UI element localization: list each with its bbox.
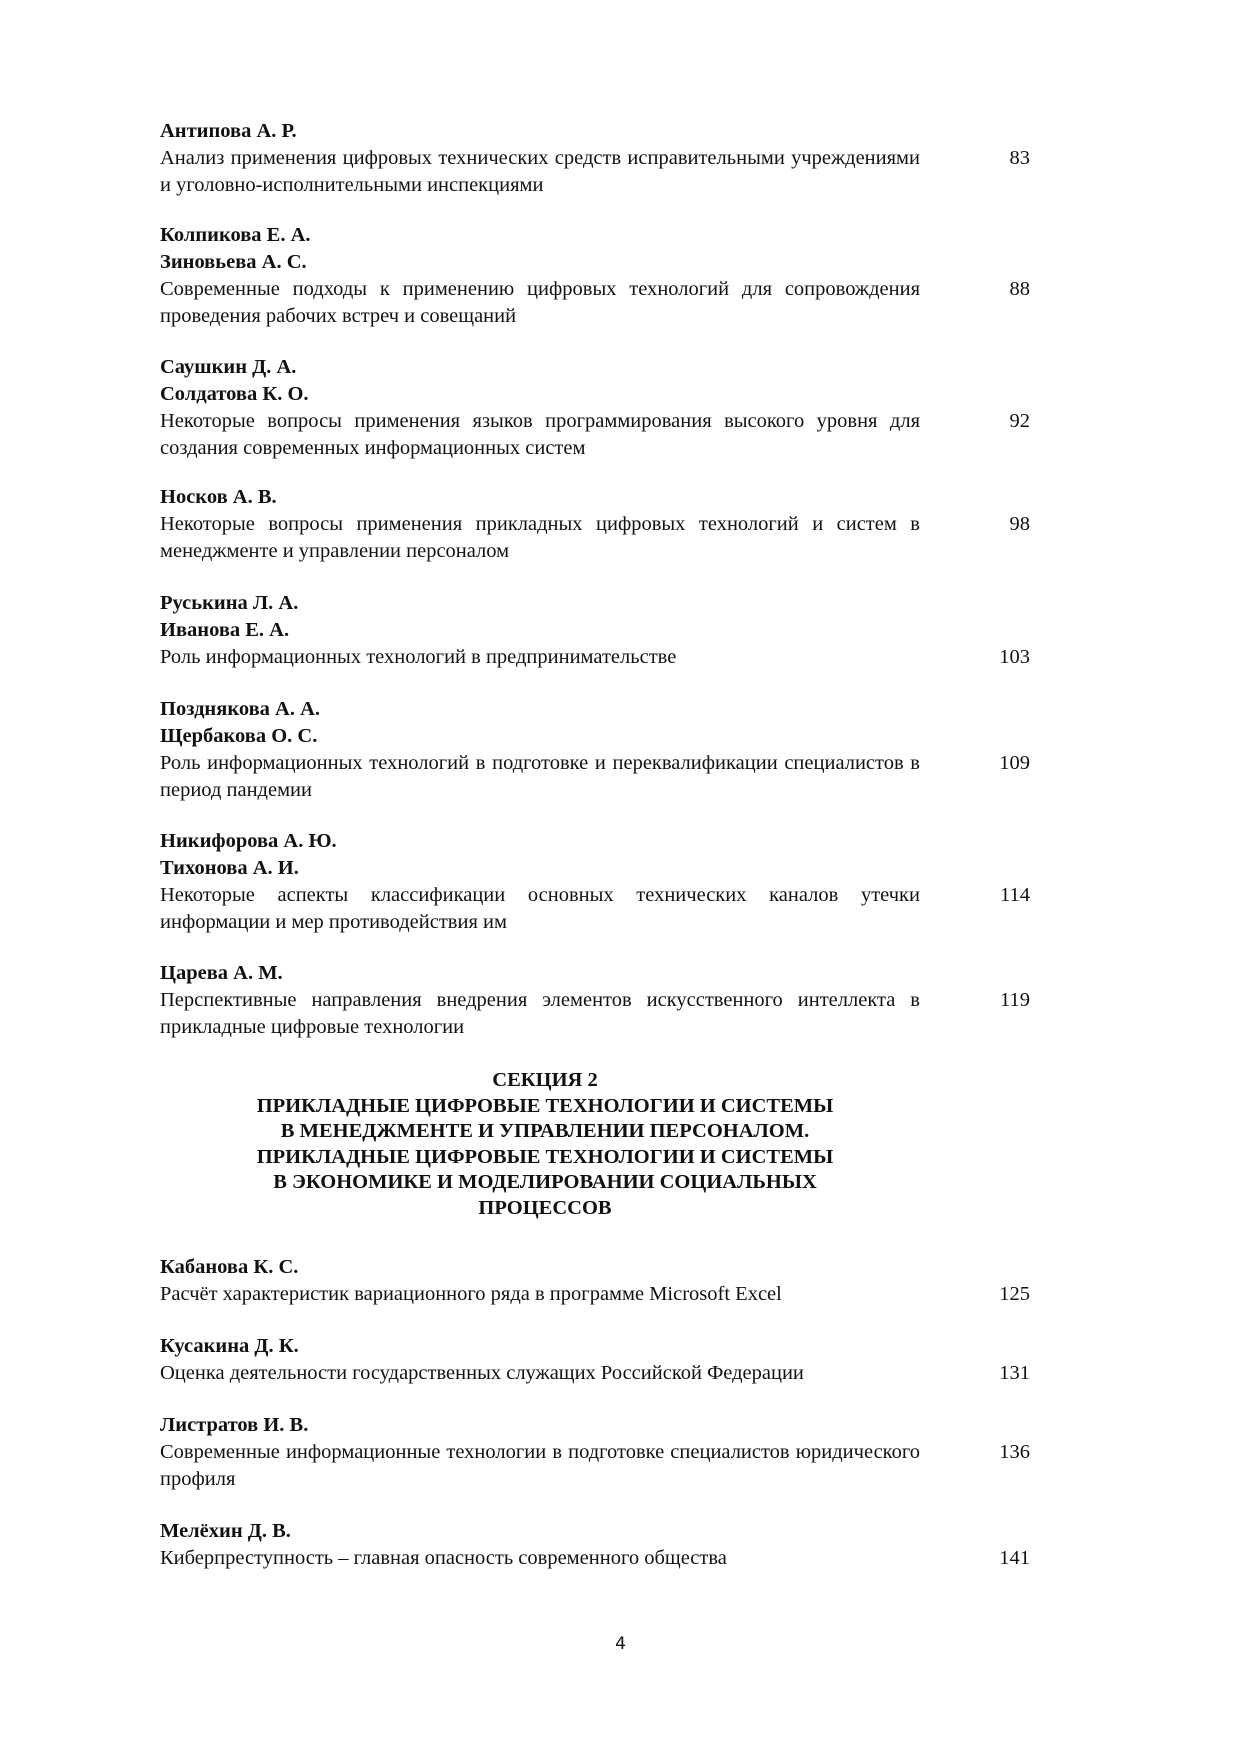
- toc-entry: [160, 960, 1030, 1040]
- toc-entry-row: [160, 644, 1030, 671]
- toc-author: Зиновьева А. С.: [160, 251, 307, 273]
- toc-author: Носков А. В.: [160, 486, 277, 508]
- toc-author: Позднякова А. А.: [160, 698, 321, 720]
- toc-entry: [160, 484, 1030, 564]
- toc-page-number: 114: [1000, 884, 1030, 906]
- toc-entry: [160, 222, 1030, 329]
- toc-entry: [160, 590, 1030, 671]
- toc-entry-row: [160, 511, 1030, 564]
- toc-author: Мелёхин Д. В.: [160, 1520, 291, 1542]
- toc-title: Анализ применения цифровых технических средств исправительными учреждениями и уголовно-исполнительными инспекциями: [160, 147, 920, 196]
- toc-author: Царева А. М.: [160, 962, 283, 984]
- toc-title: Расчёт характеристик вариационного ряда в программе Microsoft Excel: [160, 1283, 782, 1305]
- toc-author: Листратов И. В.: [160, 1414, 309, 1436]
- toc-entry-row: [160, 750, 1030, 803]
- toc-author: Тихонова А. И.: [160, 857, 299, 879]
- toc-title: Некоторые вопросы применения языков программирования высокого уровня для создания современных информационных систем: [160, 410, 920, 459]
- toc-author: Руськина Л. А.: [160, 592, 299, 614]
- toc-author: Солдатова К. О.: [160, 383, 309, 405]
- toc-entry-row: [160, 987, 1030, 1040]
- toc-entry-row: [160, 1281, 1030, 1308]
- toc-title: Киберпреступность – главная опасность современного общества: [160, 1547, 727, 1569]
- toc-page-number: 103: [999, 646, 1030, 668]
- toc-entry-row: [160, 1545, 1030, 1572]
- toc-entry: [160, 354, 1030, 461]
- toc-page-number: 88: [1009, 278, 1030, 300]
- toc-author: Иванова Е. А.: [160, 619, 290, 641]
- toc-entry: [160, 1518, 1030, 1572]
- page-number-footer: 4: [615, 1634, 626, 1654]
- toc-page-number: 131: [999, 1362, 1030, 1384]
- toc-entry-row: [160, 145, 1030, 198]
- section-heading-line: СЕКЦИЯ 2: [492, 1069, 598, 1091]
- toc-author: Саушкин Д. А.: [160, 356, 297, 378]
- toc-title: Некоторые аспекты классификации основных технических каналов утечки информации и мер противодействия им: [160, 884, 920, 933]
- toc-author: Антипова А. Р.: [160, 120, 297, 142]
- toc-author: Никифорова А. Ю.: [160, 830, 337, 852]
- toc-entry: [160, 1412, 1030, 1492]
- toc-entry: [160, 696, 1030, 803]
- toc-page-number: 98: [1009, 513, 1030, 535]
- toc-page-number: 92: [1009, 410, 1030, 432]
- toc-page-number: 141: [999, 1547, 1030, 1569]
- toc-author: Кабанова К. С.: [160, 1256, 299, 1278]
- toc-entry: [160, 118, 1030, 198]
- toc-title: Роль информационных технологий в предпринимательстве: [160, 646, 677, 668]
- toc-entry-row: [160, 408, 1030, 461]
- toc-page-number: 119: [1000, 989, 1030, 1011]
- toc-page-number: 109: [999, 752, 1030, 774]
- toc-title: Современные подходы к применению цифровых технологий для сопровождения проведения рабочих встреч и совещаний: [160, 278, 920, 327]
- section-heading-line: В МЕНЕДЖМЕНТЕ И УПРАВЛЕНИИ ПЕРСОНАЛОМ.: [280, 1120, 810, 1142]
- toc-title: Роль информационных технологий в подготовке и переквалификации специалистов в период пандемии: [160, 752, 920, 801]
- section-heading: [160, 1068, 930, 1221]
- toc-author: Кусакина Д. К.: [160, 1335, 299, 1357]
- section-heading-line: В ЭКОНОМИКЕ И МОДЕЛИРОВАНИИ СОЦИАЛЬНЫХ: [273, 1171, 817, 1193]
- toc-author: Колпикова Е. А.: [160, 224, 311, 246]
- section-heading-line: ПРИКЛАДНЫЕ ЦИФРОВЫЕ ТЕХНОЛОГИИ И СИСТЕМЫ: [256, 1094, 834, 1117]
- toc-entry-row: [160, 1439, 1030, 1492]
- toc-title: Оценка деятельности государственных служащих Российской Федерации: [160, 1362, 804, 1384]
- toc-entry: [160, 1254, 1030, 1308]
- toc-author: Щербакова О. С.: [160, 725, 318, 747]
- toc-title: Перспективные направления внедрения элементов искусственного интеллекта в прикладные цифровые технологии: [160, 989, 920, 1038]
- toc-title: Современные информационные технологии в подготовке специалистов юридического профиля: [160, 1441, 920, 1490]
- toc-title: Некоторые вопросы применения прикладных цифровых технологий и систем в менеджменте и управлении персоналом: [160, 513, 920, 562]
- toc-entry: [160, 1333, 1030, 1387]
- toc-entry-row: [160, 882, 1030, 935]
- toc-page-number: 125: [999, 1283, 1030, 1305]
- toc-entry-row: [160, 276, 1030, 329]
- toc-page-number: 136: [999, 1441, 1030, 1463]
- section-heading-line: ПРИКЛАДНЫЕ ЦИФРОВЫЕ ТЕХНОЛОГИИ И СИСТЕМЫ: [256, 1145, 834, 1168]
- toc-entry-row: [160, 1360, 1030, 1387]
- toc-page-number: 83: [1009, 147, 1030, 169]
- toc-entry: [160, 828, 1030, 935]
- section-heading-line: ПРОЦЕССОВ: [478, 1196, 612, 1219]
